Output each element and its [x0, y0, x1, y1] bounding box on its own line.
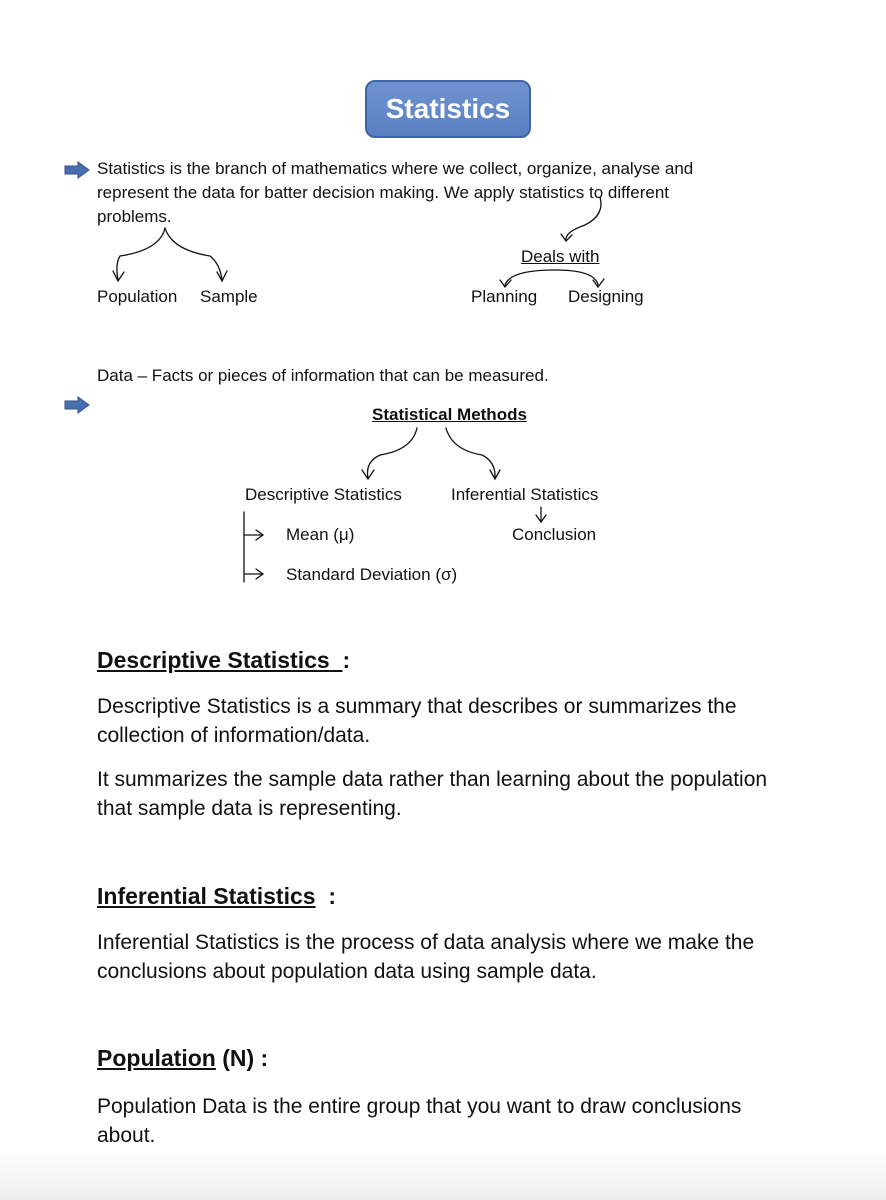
- arrowhead: [256, 569, 263, 579]
- arrowhead: [536, 515, 546, 522]
- arrow-to-planning: [505, 270, 555, 285]
- arrow-to-inferential: [446, 428, 495, 478]
- mean-label: Mean (μ): [286, 525, 355, 544]
- deals-with-heading: Deals with: [521, 247, 600, 266]
- descriptive-section-heading: [97, 647, 350, 674]
- descriptive-heading-text: Descriptive Statistics: [97, 647, 330, 673]
- designing-label: Designing: [568, 287, 644, 306]
- intro-line-2: represent the data for batter decision making. We apply statistics to different: [97, 183, 670, 202]
- title-box: [365, 80, 531, 138]
- planning-label: Planning: [471, 287, 538, 306]
- inferential-heading-text: Inferential Statistics: [97, 883, 316, 909]
- population-p1-line1: Population Data is the entire group that you want to draw conclusions: [97, 1095, 742, 1118]
- arrowhead: [362, 470, 374, 479]
- page-title: Statistics: [385, 93, 511, 124]
- descriptive-p1-line1: Descriptive Statistics is a summary that describes or summarizes the: [97, 695, 737, 718]
- arrowhead: [217, 271, 227, 281]
- inferential-label: Inferential Statistics: [451, 485, 599, 504]
- arrow-to-population: [117, 228, 165, 280]
- bullet-arrow-icon: [64, 396, 90, 414]
- population-heading-text: Population: [97, 1045, 216, 1071]
- arrowhead: [113, 271, 124, 281]
- descriptive-heading-colon: :: [342, 647, 351, 673]
- inferential-section-heading: [97, 883, 336, 910]
- descriptive-label: Descriptive Statistics: [245, 485, 402, 504]
- inferential-p1-line1: Inferential Statistics is the process of data analysis where we make the: [97, 931, 755, 954]
- descriptive-p1-line2: collection of information/data.: [97, 724, 371, 747]
- page-bottom-fade: [0, 1150, 886, 1200]
- population-p1-line2: about.: [97, 1124, 156, 1147]
- population-label: Population: [97, 287, 178, 306]
- sample-label: Sample: [200, 287, 258, 306]
- descriptive-p2-line1: It summarizes the sample data rather than learning about the population: [97, 768, 768, 791]
- methods-heading: Statistical Methods: [372, 405, 527, 424]
- arrowhead: [561, 234, 572, 241]
- std-label: Standard Deviation (σ): [286, 565, 458, 584]
- bullet-arrow-icon: [64, 161, 90, 179]
- inferential-p1-line2: conclusions about population data using sample data.: [97, 960, 597, 983]
- arrowhead: [256, 530, 263, 540]
- inferential-heading-colon: :: [328, 883, 337, 909]
- population-heading-suffix: (N) :: [222, 1045, 269, 1071]
- arrowhead: [490, 470, 500, 479]
- population-section-heading: [97, 1045, 268, 1072]
- arrow-to-sample: [165, 228, 222, 280]
- conclusion-label: Conclusion: [512, 525, 597, 544]
- arrow-to-descriptive: [368, 428, 418, 478]
- intro-line-3: problems.: [97, 207, 172, 226]
- intro-line-1: Statistics is the branch of mathematics where we collect, organize, analyse and: [97, 159, 694, 178]
- descriptive-p2-line2: that sample data is representing.: [97, 797, 402, 820]
- data-definition: Data – Facts or pieces of information that can be measured.: [97, 366, 549, 385]
- arrow-to-designing: [555, 270, 598, 285]
